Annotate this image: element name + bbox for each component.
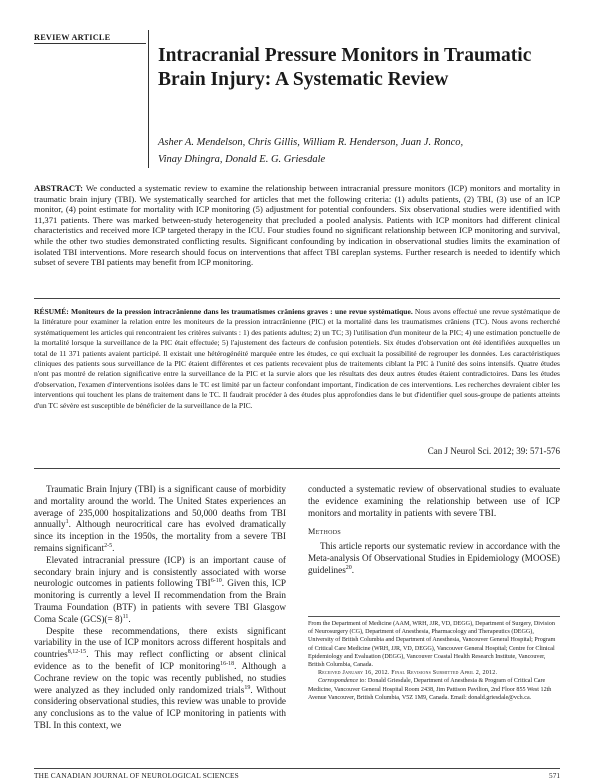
affiliations: From the Department of Medicine (AAM, WRH, JJR, VD, DEGG), Department of Surgery, Division of Neurosurgery (CG), Department of Anesthesia, Pharmacology and Therapeutics (DEGG), University of British Columbia and Department of Anesthesia, Vancouver General Hospital; Program of Critical Care Medicine (WRH, JJR, VD, DEGG), Vancouver General Hospital; Centre for Clinical Epidemiology and Evaluation (DEGG), Vancouver Coastal Health Research Institute, Vancouver, British Columbia, Canada. (308, 621, 556, 669)
body-divider (34, 468, 560, 469)
article-title: Intracranial Pressure Monitors in Traumatic Brain Injury: A Systematic Review (158, 45, 532, 90)
resume-text: Nous avons effectué une revue systématique de la littérature pour examiner la relation entre les moniteurs de la pression intracrânienne (PIC) et la mortalité dans les traumatismes crâniens (TC). Nous avons recherché systématiquement les articles qui rencontraient les critères suivants : 1) des patients adultes; 2) un TC; 3) l'utilisation d'un moniteur de la PIC; 4) une estimation ponctuelle de la mortalité lorsque la surveillance de la PIC était effectuée; 5) l'ajustement des facteurs de confusion potentiels. Six études d'observation ont été identifiées auxquelles un total de 11 371 patients avaient participé. Il existait une hétérogénéité marquée entre les études, ce qui excluait la possibilité de regrouper les données. Les caractéristiques cliniques des patients sous surveillance de la PIC étaient différentes et ces patients recevaient plus de traitements ciblant la PIC à l'unité des soins intensifs. Quatre études n'ont pas montré de relation significative entre la surveillance de la PIC et la survie alors que les résultats des deux autres études étaient contradictoires. Dans les études d'observation, l'examen d'interventions isolées dans le TC est limité par un facteur confondant important, l'indication de ces interventions. Les recherches devraient cibler les interventions qui touchent les plans de traitement dans le TC. Il faudrait procéder à des études plus approfondies dans le but d'identifier quel sous-groupe de patients atteints d'un TC sévère est susceptible de bénéficier de la surveillance de la PIC. (34, 307, 561, 410)
header-divider (34, 43, 146, 44)
footer-divider (34, 768, 560, 769)
methods-heading: Methods (308, 527, 342, 537)
authors-line-1: Asher A. Mendelson, Chris Gillis, William R. Henderson, Juan J. Ronco, (158, 137, 464, 148)
abstract-text: We conducted a systematic review to examine the relationship between intracranial pressure monitors (ICP) monitors and mortality in traumatic brain injury (TBI). We systematically searched for articles that met the following criteria: (1) adults patients, (2) TBI, (3) use of an ICP monitor, (4) point estimate for mortality with ICP monitoring (5) adjustment for potential confounders. Six observational studies were identified with 11,371 patients. There was marked between-study heterogeneity that precluded a pooled analysis. Patients with ICP monitors had different clinical characteristics and received more ICP targeted therapy in the ICU. Four studies found no significant relationship between ICP monitoring and survival, while the other two studies demonstrated conflicting results. Significant confounding by indication in observational studies limits the examination of isolated TBI interventions. More research should focus on interventions that affect TBI careplan systems. Further research is needed to identify which subset of severe TBI patients may benefit from ICP monitoring. (34, 183, 560, 268)
abstract-label: ABSTRACT: (34, 183, 84, 193)
resume (34, 307, 560, 411)
abstract (34, 183, 560, 268)
body-column-right (308, 484, 560, 577)
resume-label: RÉSUMÉ: Moniteurs de la pression intracrânienne dans les traumatismes crâniens graves : une revue systématique. (34, 307, 413, 316)
title-divider (148, 30, 149, 168)
methods-paragraph: This article reports our systematic review in accordance with the Meta-analysis Of Observational Studies in Epidemiology (MOOSE) guidelines$^{20}$. (308, 541, 560, 575)
journal-name-footer: THE CANADIAN JOURNAL OF NEUROLOGICAL SCIENCES (34, 771, 239, 780)
correspondence: Correspondence to: Donald Griesdale, Department of Anesthesia & Program of Critical Care Medicine, Vancouver General Hospital Room 2438, Jim Pattison Pavilion, 2nd Floor 855 West 12th Avenue Vancouver, British Columbia, V5Z 1M9, Canada. Email: donald.griesdale@vch.ca. (308, 678, 552, 701)
author-list (158, 134, 568, 168)
intro-paragraph-1: Traumatic Brain Injury (TBI) is a significant cause of morbidity and mortality around the world. The United States experiences an average of 235,000 hospitalizations and 50,000 deaths from TBI annually$^1$. Although neurocritical care has evolved dramatically since its inception in the 1950s, the mortality from a severe TBI remains significant$^{2-5}$. (34, 484, 286, 553)
body-column-left (34, 484, 286, 732)
abstract-divider (34, 298, 560, 299)
journal-citation: Can J Neurol Sci. 2012; 39: 571-576 (427, 446, 560, 456)
intro-paragraph-continued: conducted a systematic review of observational studies to evaluate the evidence examining the relationship between use of ICP monitors and mortality in patients with severe TBI. (308, 484, 560, 518)
intro-paragraph-3: Despite these recommendations, there exists significant variability in the use of ICP monitors across different hospitals and countries$^{8,12-15}$. This may reflect conflicting or absent clinical evidence as to the benefit of ICP monitoring$^{16-18}$. Although a Cochrane review on the topic was recently published, no studies were analyzed as they included only randomized trials$^{19}$. Without considering observational studies, this review was unable to provide any conclusions as to the value of ICP monitoring in patients with TBI. In this context, we (34, 625, 287, 730)
received-dates: Received January 16, 2012. Final Revisions Submitted April 2, 2012. (318, 670, 498, 677)
article-type-label: REVIEW ARTICLE (34, 33, 111, 42)
intro-paragraph-2: Elevated intracranial pressure (ICP) is an important cause of secondary brain injury and is consistently associated with worse neurologic outcomes in patients following TBI$^{6-10}$. Given this, ICP monitoring is currently a level II recommendation from the Brain Trauma Foundation (BTF) in patients with severe TBI Glasgow Coma Scale (GCS)(= 8)$^{11}$. (34, 554, 286, 624)
footnote (308, 620, 560, 702)
footnote-divider (308, 616, 560, 617)
page-number: 571 (549, 771, 560, 780)
authors-line-2: Vinay Dhingra, Donald E. G. Griesdale (158, 154, 326, 165)
